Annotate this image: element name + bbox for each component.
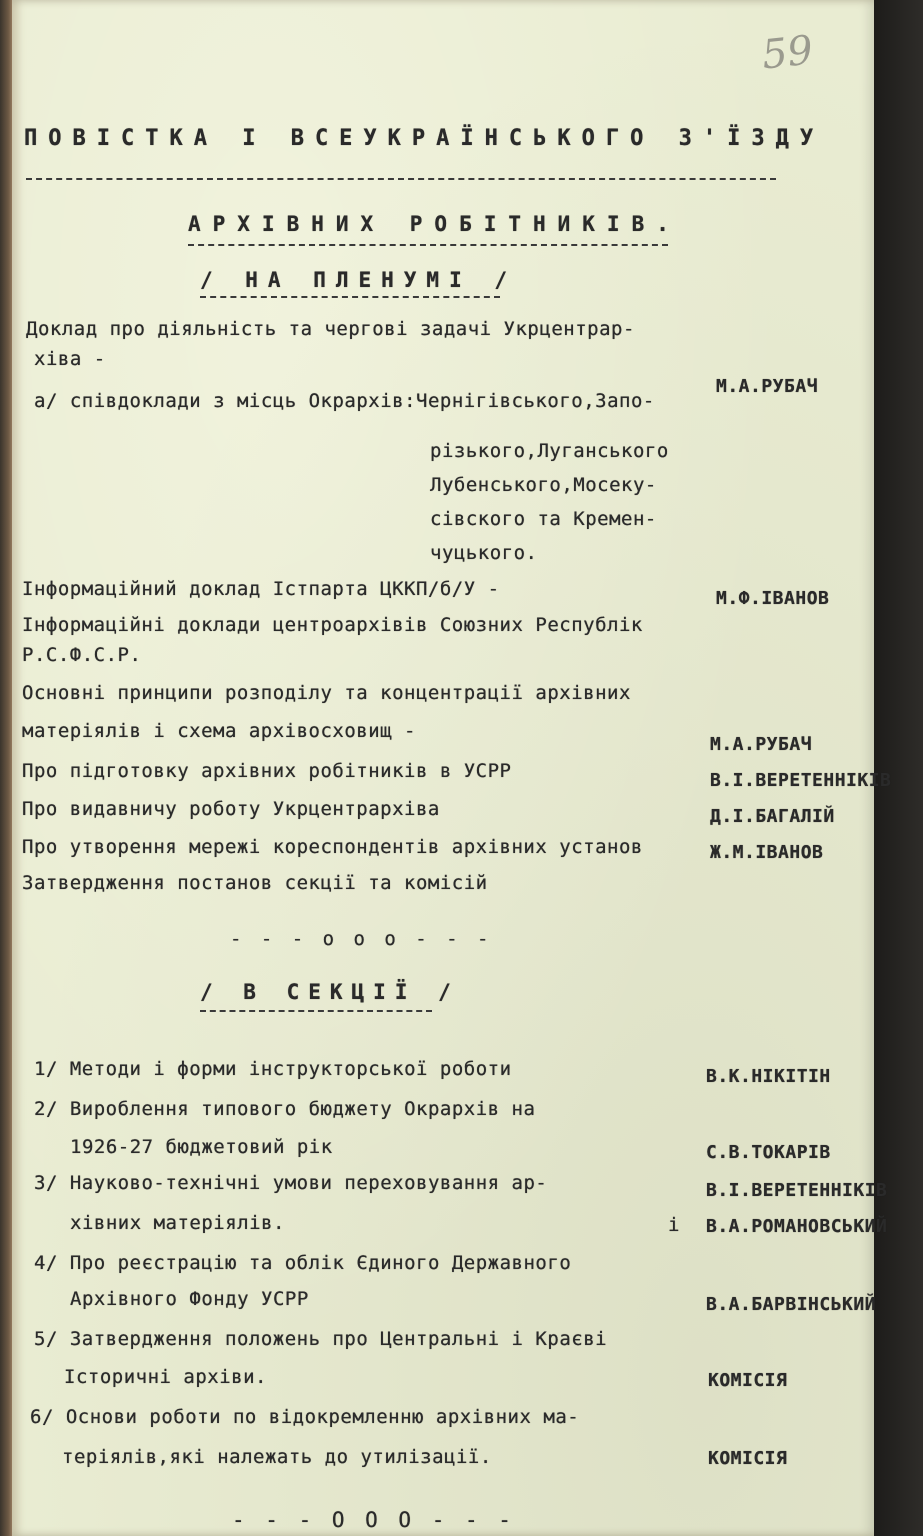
speaker-romanovskyi: В.А.РОМАНОВСЬКИЙ bbox=[706, 1216, 888, 1237]
plenum-line-8: Інформаційний доклад Істпарта ЦККП/б/У - bbox=[22, 578, 500, 600]
section-item-5a: 5/ Затвердження положень про Центральні і Краєві bbox=[34, 1328, 608, 1350]
plenum-line-7: чуцького. bbox=[430, 542, 538, 564]
section-item-6b: теріялів,які належать до утилізації. bbox=[62, 1446, 492, 1468]
plenum-line-5: Лубенського,Мосеку- bbox=[430, 474, 657, 496]
speaker-komisiia-1: КОМІСІЯ bbox=[708, 1370, 788, 1391]
speaker-ivanov-zhm: Ж.М.ІВАНОВ bbox=[710, 842, 824, 863]
speaker-veretennikiv-1: В.І.ВЕРЕТЕННІКІВ bbox=[710, 770, 892, 791]
speaker-barvinskyi: В.А.БАРВІНСЬКИЙ bbox=[706, 1294, 877, 1315]
plenum-line-15: Про утворення мережі кореспондентів архівних установ bbox=[22, 836, 643, 858]
scan-background bbox=[874, 0, 923, 1536]
plenum-heading: / НА ПЛЕНУМІ / bbox=[200, 268, 518, 292]
speaker-rubach-2: М.А.РУБАЧ bbox=[710, 734, 813, 755]
plenum-line-6: сівского та Кремен- bbox=[430, 508, 657, 530]
document-title: ПОВІСТКА І ВСЕУКРАЇНСЬКОГО З'ЇЗДУ bbox=[24, 126, 825, 151]
plenum-underline bbox=[200, 296, 500, 298]
section-item-5b: Історичні архіви. bbox=[64, 1366, 267, 1388]
section-item-1: 1/ Методи і форми інструкторської роботи bbox=[34, 1058, 512, 1080]
section-item-6a: 6/ Основи роботи по відокремленню архівних ма- bbox=[30, 1406, 580, 1428]
separator-1: - - - о о о - - - bbox=[230, 928, 493, 950]
section-heading: / В СЕКЦІЇ / bbox=[200, 980, 460, 1004]
plenum-line-1: Доклад про діяльність та чергові задачі Укрцентрар- bbox=[26, 318, 635, 340]
plenum-line-12: матеріялів і схема архівосховищ - bbox=[22, 720, 416, 742]
page-number: 59 bbox=[759, 27, 816, 79]
speaker-komisiia-2: КОМІСІЯ bbox=[708, 1448, 788, 1469]
document-subtitle: АРХІВНИХ РОБІТНИКІВ. bbox=[188, 212, 681, 236]
plenum-line-4: різького,Луганського bbox=[430, 440, 669, 462]
speaker-bahalii: Д.І.БАГАЛІЙ bbox=[710, 806, 835, 827]
speaker-ivanov-mf: М.Ф.ІВАНОВ bbox=[716, 588, 830, 609]
plenum-line-14: Про видавничу роботу Укрцентрархіва bbox=[22, 798, 440, 820]
separator-2: - - - О О О - - - bbox=[232, 1508, 515, 1532]
section-item-3b: хівних матеріялів. bbox=[70, 1212, 285, 1234]
section-item-2b: 1926-27 бюджетовий рік bbox=[70, 1136, 333, 1158]
speaker-veretennikiv-2: В.І.ВЕРЕТЕННІКІВ bbox=[706, 1180, 888, 1201]
plenum-line-2: хіва - bbox=[34, 348, 106, 370]
plenum-line-16: Затвердження постанов секції та комісій bbox=[22, 872, 488, 894]
section-item-4a: 4/ Про реєстрацію та облік Єдиного Державного bbox=[34, 1252, 572, 1274]
plenum-line-13: Про підготовку архівних робітників в УСРР bbox=[22, 760, 512, 782]
plenum-line-10: Р.С.Ф.С.Р. bbox=[22, 644, 142, 666]
section-item-4b: Архівного Фонду УСРР bbox=[70, 1288, 309, 1310]
title-underline bbox=[26, 178, 776, 180]
subtitle-underline bbox=[188, 244, 668, 246]
speaker-nikitin: В.К.НІКІТІН bbox=[706, 1066, 831, 1087]
speaker-rubach-1: М.А.РУБАЧ bbox=[716, 376, 819, 397]
section-item-2a: 2/ Вироблення типового бюджету Окрархів на bbox=[34, 1098, 536, 1120]
speaker-tokariv: С.В.ТОКАРІВ bbox=[706, 1142, 831, 1163]
plenum-line-11: Основні принципи розподілу та концентрації архівних bbox=[22, 682, 631, 704]
plenum-line-3: а/ співдоклади з місць Окрархів:Чернігівського,Запо- bbox=[34, 390, 655, 412]
plenum-line-9: Інформаційні доклади центроархівів Союзних Республік bbox=[22, 614, 643, 636]
section-item-3a: 3/ Науково-технічні умови переховування ар- bbox=[34, 1172, 548, 1194]
conjunction-and: і bbox=[668, 1214, 680, 1236]
section-underline bbox=[200, 1010, 432, 1012]
